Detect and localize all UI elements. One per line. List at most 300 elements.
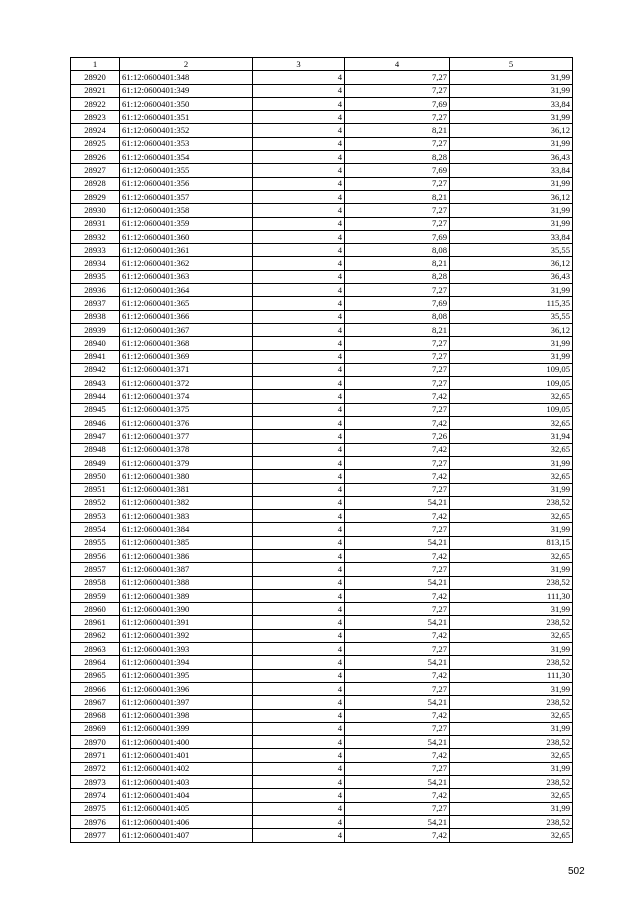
table-cell: 28923 xyxy=(71,111,120,124)
table-cell: 7,42 xyxy=(345,443,450,456)
page-number: 502 xyxy=(568,866,585,877)
table-cell: 4 xyxy=(253,762,345,775)
table-cell: 61:12:0600401:352 xyxy=(120,124,253,137)
table-row xyxy=(71,470,573,483)
table-row xyxy=(71,510,573,523)
table-cell: 238,52 xyxy=(450,815,573,828)
table-cell: 28941 xyxy=(71,350,120,363)
table-cell: 61:12:0600401:394 xyxy=(120,656,253,669)
table-cell: 61:12:0600401:401 xyxy=(120,749,253,762)
table-cell: 36,43 xyxy=(450,151,573,164)
table-cell: 7,27 xyxy=(345,802,450,815)
table-cell: 61:12:0600401:391 xyxy=(120,616,253,629)
table-cell: 4 xyxy=(253,257,345,270)
table-row xyxy=(71,137,573,150)
table-cell: 111,30 xyxy=(450,669,573,682)
table-cell: 4 xyxy=(253,124,345,137)
table-cell: 32,65 xyxy=(450,789,573,802)
table-cell: 61:12:0600401:383 xyxy=(120,510,253,523)
table-cell: 4 xyxy=(253,97,345,110)
table-cell: 61:12:0600401:396 xyxy=(120,682,253,695)
table-cell: 28965 xyxy=(71,669,120,682)
table-cell: 31,99 xyxy=(450,456,573,469)
table-cell: 28942 xyxy=(71,363,120,376)
table-cell: 28960 xyxy=(71,603,120,616)
table-cell: 33,84 xyxy=(450,230,573,243)
table-cell: 7,69 xyxy=(345,164,450,177)
table-cell: 109,05 xyxy=(450,403,573,416)
table-cell: 4 xyxy=(253,576,345,589)
table-cell: 54,21 xyxy=(345,815,450,828)
table-cell: 4 xyxy=(253,589,345,602)
table-row xyxy=(71,164,573,177)
table-cell: 28930 xyxy=(71,204,120,217)
table-cell: 54,21 xyxy=(345,696,450,709)
table-row xyxy=(71,71,573,84)
table-cell: 32,65 xyxy=(450,829,573,842)
table-cell: 7,42 xyxy=(345,709,450,722)
table-cell: 61:12:0600401:379 xyxy=(120,456,253,469)
table-cell: 36,12 xyxy=(450,190,573,203)
table-cell: 28931 xyxy=(71,217,120,230)
table-row xyxy=(71,696,573,709)
table-row xyxy=(71,403,573,416)
table-cell: 7,69 xyxy=(345,297,450,310)
table-cell: 61:12:0600401:402 xyxy=(120,762,253,775)
table-body xyxy=(71,71,573,842)
table-cell: 28929 xyxy=(71,190,120,203)
table-cell: 61:12:0600401:355 xyxy=(120,164,253,177)
table-cell: 4 xyxy=(253,337,345,350)
table-cell: 61:12:0600401:372 xyxy=(120,377,253,390)
table-cell: 8,21 xyxy=(345,323,450,336)
table-cell: 4 xyxy=(253,656,345,669)
table-cell: 28975 xyxy=(71,802,120,815)
table-cell: 61:12:0600401:357 xyxy=(120,190,253,203)
table-cell: 61:12:0600401:405 xyxy=(120,802,253,815)
table-cell: 4 xyxy=(253,244,345,257)
table-cell: 4 xyxy=(253,616,345,629)
table-row xyxy=(71,802,573,815)
table-cell: 61:12:0600401:393 xyxy=(120,643,253,656)
table-cell: 7,27 xyxy=(345,177,450,190)
table-cell: 54,21 xyxy=(345,616,450,629)
table-cell: 28969 xyxy=(71,722,120,735)
table-cell: 61:12:0600401:354 xyxy=(120,151,253,164)
table-cell: 31,99 xyxy=(450,337,573,350)
table-cell: 4 xyxy=(253,815,345,828)
table-cell: 28966 xyxy=(71,682,120,695)
table-cell: 54,21 xyxy=(345,496,450,509)
table-cell: 61:12:0600401:371 xyxy=(120,363,253,376)
table-cell: 4 xyxy=(253,563,345,576)
table-cell: 61:12:0600401:407 xyxy=(120,829,253,842)
table-cell: 4 xyxy=(253,483,345,496)
table-cell: 4 xyxy=(253,137,345,150)
table-row xyxy=(71,736,573,749)
table-cell: 28933 xyxy=(71,244,120,257)
table-cell: 4 xyxy=(253,310,345,323)
table-cell: 4 xyxy=(253,323,345,336)
table-cell: 4 xyxy=(253,377,345,390)
table-cell: 7,42 xyxy=(345,629,450,642)
table-cell: 7,42 xyxy=(345,589,450,602)
table-cell: 4 xyxy=(253,190,345,203)
table-cell: 238,52 xyxy=(450,616,573,629)
table-row xyxy=(71,97,573,110)
table-cell: 31,99 xyxy=(450,603,573,616)
table-cell: 28939 xyxy=(71,323,120,336)
table-cell: 35,55 xyxy=(450,310,573,323)
table-cell: 28954 xyxy=(71,523,120,536)
table-cell: 28944 xyxy=(71,390,120,403)
table-row xyxy=(71,337,573,350)
table-cell: 4 xyxy=(253,390,345,403)
table-cell: 4 xyxy=(253,802,345,815)
table-cell: 7,42 xyxy=(345,510,450,523)
table-cell: 109,05 xyxy=(450,377,573,390)
table-cell: 4 xyxy=(253,776,345,789)
table-cell: 4 xyxy=(253,217,345,230)
table-cell: 28938 xyxy=(71,310,120,323)
table-row xyxy=(71,244,573,257)
table-cell: 7,42 xyxy=(345,390,450,403)
table-cell: 31,99 xyxy=(450,84,573,97)
table-cell: 7,26 xyxy=(345,430,450,443)
table-cell: 4 xyxy=(253,297,345,310)
table-cell: 28971 xyxy=(71,749,120,762)
table-cell: 4 xyxy=(253,363,345,376)
table-cell: 28947 xyxy=(71,430,120,443)
table-cell: 32,65 xyxy=(450,510,573,523)
table-cell: 61:12:0600401:378 xyxy=(120,443,253,456)
table-row xyxy=(71,722,573,735)
table-cell: 7,42 xyxy=(345,829,450,842)
table-cell: 31,99 xyxy=(450,111,573,124)
table-row xyxy=(71,310,573,323)
table-cell: 31,99 xyxy=(450,217,573,230)
column-header: 3 xyxy=(253,58,345,71)
table-cell: 4 xyxy=(253,749,345,762)
table-cell: 61:12:0600401:398 xyxy=(120,709,253,722)
table-cell: 109,05 xyxy=(450,363,573,376)
table-cell: 8,21 xyxy=(345,190,450,203)
table-cell: 4 xyxy=(253,111,345,124)
table-cell: 7,27 xyxy=(345,363,450,376)
table-cell: 7,27 xyxy=(345,111,450,124)
table-row xyxy=(71,523,573,536)
table-row xyxy=(71,563,573,576)
table-cell: 61:12:0600401:366 xyxy=(120,310,253,323)
table-cell: 4 xyxy=(253,536,345,549)
table-cell: 7,27 xyxy=(345,350,450,363)
table-cell: 4 xyxy=(253,789,345,802)
table-cell: 4 xyxy=(253,496,345,509)
table-cell: 28948 xyxy=(71,443,120,456)
table-row xyxy=(71,124,573,137)
table-cell: 28959 xyxy=(71,589,120,602)
table-cell: 8,21 xyxy=(345,257,450,270)
table-row xyxy=(71,284,573,297)
table-row xyxy=(71,377,573,390)
table-cell: 61:12:0600401:390 xyxy=(120,603,253,616)
table-cell: 28962 xyxy=(71,629,120,642)
table-cell: 28950 xyxy=(71,470,120,483)
table-row xyxy=(71,776,573,789)
column-header: 4 xyxy=(345,58,450,71)
table-cell: 238,52 xyxy=(450,736,573,749)
table-cell: 28922 xyxy=(71,97,120,110)
table-cell: 28925 xyxy=(71,137,120,150)
table-cell: 4 xyxy=(253,523,345,536)
table-cell: 7,27 xyxy=(345,722,450,735)
table-row xyxy=(71,603,573,616)
table-cell: 28956 xyxy=(71,549,120,562)
table-cell: 4 xyxy=(253,417,345,430)
table-cell: 4 xyxy=(253,84,345,97)
table-cell: 4 xyxy=(253,456,345,469)
table-cell: 28972 xyxy=(71,762,120,775)
table-cell: 4 xyxy=(253,177,345,190)
table-cell: 111,30 xyxy=(450,589,573,602)
table-cell: 4 xyxy=(253,204,345,217)
table-cell: 61:12:0600401:404 xyxy=(120,789,253,802)
table-row xyxy=(71,323,573,336)
table-cell: 4 xyxy=(253,629,345,642)
table-cell: 4 xyxy=(253,151,345,164)
table-cell: 61:12:0600401:349 xyxy=(120,84,253,97)
table-cell: 32,65 xyxy=(450,470,573,483)
table-cell: 4 xyxy=(253,722,345,735)
table-row xyxy=(71,589,573,602)
table-row xyxy=(71,643,573,656)
table-cell: 28946 xyxy=(71,417,120,430)
table-cell: 28945 xyxy=(71,403,120,416)
table-cell: 61:12:0600401:406 xyxy=(120,815,253,828)
table-cell: 32,65 xyxy=(450,549,573,562)
table-cell: 61:12:0600401:360 xyxy=(120,230,253,243)
table-cell: 61:12:0600401:377 xyxy=(120,430,253,443)
data-table xyxy=(70,57,573,843)
table-cell: 4 xyxy=(253,284,345,297)
table-cell: 31,99 xyxy=(450,204,573,217)
table-row xyxy=(71,204,573,217)
table-cell: 61:12:0600401:382 xyxy=(120,496,253,509)
table-row xyxy=(71,217,573,230)
table-cell: 61:12:0600401:386 xyxy=(120,549,253,562)
table-cell: 61:12:0600401:363 xyxy=(120,270,253,283)
table-cell: 7,69 xyxy=(345,97,450,110)
table-cell: 7,27 xyxy=(345,204,450,217)
table-cell: 61:12:0600401:388 xyxy=(120,576,253,589)
table-cell: 7,27 xyxy=(345,682,450,695)
table-cell: 54,21 xyxy=(345,776,450,789)
table-cell: 28935 xyxy=(71,270,120,283)
table-row xyxy=(71,709,573,722)
table-cell: 7,27 xyxy=(345,217,450,230)
table-cell: 28926 xyxy=(71,151,120,164)
table-cell: 4 xyxy=(253,230,345,243)
table-row xyxy=(71,257,573,270)
table-row xyxy=(71,430,573,443)
table-cell: 61:12:0600401:356 xyxy=(120,177,253,190)
table-cell: 7,27 xyxy=(345,643,450,656)
table-cell: 4 xyxy=(253,443,345,456)
table-cell: 61:12:0600401:374 xyxy=(120,390,253,403)
table-cell: 4 xyxy=(253,270,345,283)
table-row xyxy=(71,190,573,203)
table-cell: 4 xyxy=(253,549,345,562)
table-cell: 238,52 xyxy=(450,776,573,789)
table-cell: 115,35 xyxy=(450,297,573,310)
table-row xyxy=(71,762,573,775)
table-cell: 7,27 xyxy=(345,377,450,390)
table-cell: 61:12:0600401:397 xyxy=(120,696,253,709)
table-cell: 61:12:0600401:353 xyxy=(120,137,253,150)
table-cell: 28937 xyxy=(71,297,120,310)
table-cell: 28968 xyxy=(71,709,120,722)
table-cell: 8,08 xyxy=(345,244,450,257)
table-row xyxy=(71,483,573,496)
table-row xyxy=(71,84,573,97)
table-cell: 28973 xyxy=(71,776,120,789)
table-cell: 238,52 xyxy=(450,696,573,709)
table-row xyxy=(71,270,573,283)
table-row xyxy=(71,230,573,243)
table-cell: 28970 xyxy=(71,736,120,749)
table-cell: 31,99 xyxy=(450,563,573,576)
table-cell: 7,42 xyxy=(345,549,450,562)
table-cell: 8,28 xyxy=(345,270,450,283)
table-cell: 61:12:0600401:399 xyxy=(120,722,253,735)
table-row xyxy=(71,616,573,629)
table-cell: 28964 xyxy=(71,656,120,669)
table-cell: 4 xyxy=(253,682,345,695)
table-row xyxy=(71,656,573,669)
table-cell: 61:12:0600401:367 xyxy=(120,323,253,336)
table-cell: 31,94 xyxy=(450,430,573,443)
table-cell: 7,42 xyxy=(345,749,450,762)
table-cell: 28961 xyxy=(71,616,120,629)
table-cell: 36,12 xyxy=(450,257,573,270)
table-cell: 61:12:0600401:365 xyxy=(120,297,253,310)
table-cell: 8,28 xyxy=(345,151,450,164)
table-cell: 28928 xyxy=(71,177,120,190)
table-cell: 32,65 xyxy=(450,629,573,642)
table-cell: 61:12:0600401:362 xyxy=(120,257,253,270)
table-cell: 4 xyxy=(253,470,345,483)
table-cell: 31,99 xyxy=(450,722,573,735)
table-cell: 36,43 xyxy=(450,270,573,283)
table-cell: 54,21 xyxy=(345,736,450,749)
table-cell: 31,99 xyxy=(450,643,573,656)
table-cell: 31,99 xyxy=(450,483,573,496)
table-row xyxy=(71,111,573,124)
table-cell: 31,99 xyxy=(450,137,573,150)
table-cell: 7,27 xyxy=(345,337,450,350)
table-cell: 28976 xyxy=(71,815,120,828)
column-header: 2 xyxy=(120,58,253,71)
table-cell: 4 xyxy=(253,736,345,749)
table-cell: 54,21 xyxy=(345,576,450,589)
table-cell: 61:12:0600401:364 xyxy=(120,284,253,297)
table-cell: 28963 xyxy=(71,643,120,656)
table-cell: 32,65 xyxy=(450,443,573,456)
table-cell: 4 xyxy=(253,71,345,84)
table-cell: 31,99 xyxy=(450,802,573,815)
table-row xyxy=(71,443,573,456)
table-cell: 4 xyxy=(253,603,345,616)
table-cell: 7,42 xyxy=(345,789,450,802)
table-cell: 7,27 xyxy=(345,523,450,536)
table-cell: 28940 xyxy=(71,337,120,350)
table-cell: 36,12 xyxy=(450,323,573,336)
table-cell: 61:12:0600401:392 xyxy=(120,629,253,642)
table-cell: 813,15 xyxy=(450,536,573,549)
table-cell: 7,27 xyxy=(345,137,450,150)
table-cell: 28943 xyxy=(71,377,120,390)
table-cell: 7,27 xyxy=(345,71,450,84)
table-cell: 54,21 xyxy=(345,656,450,669)
table-cell: 4 xyxy=(253,709,345,722)
table-cell: 31,99 xyxy=(450,177,573,190)
table-cell: 61:12:0600401:376 xyxy=(120,417,253,430)
table-cell: 33,84 xyxy=(450,164,573,177)
table-cell: 4 xyxy=(253,643,345,656)
table-cell: 61:12:0600401:351 xyxy=(120,111,253,124)
column-header: 1 xyxy=(71,58,120,71)
table-row xyxy=(71,682,573,695)
table-cell: 4 xyxy=(253,510,345,523)
table-cell: 32,65 xyxy=(450,749,573,762)
table-cell: 7,27 xyxy=(345,563,450,576)
table-cell: 61:12:0600401:375 xyxy=(120,403,253,416)
table-row xyxy=(71,749,573,762)
table-cell: 28952 xyxy=(71,496,120,509)
table-cell: 4 xyxy=(253,350,345,363)
table-cell: 61:12:0600401:389 xyxy=(120,589,253,602)
table-row xyxy=(71,456,573,469)
table-row xyxy=(71,350,573,363)
table-cell: 61:12:0600401:381 xyxy=(120,483,253,496)
table-row xyxy=(71,829,573,842)
table-cell: 7,42 xyxy=(345,470,450,483)
table-cell: 28921 xyxy=(71,84,120,97)
table-cell: 8,08 xyxy=(345,310,450,323)
table-row xyxy=(71,576,573,589)
table-row xyxy=(71,496,573,509)
table-cell: 8,21 xyxy=(345,124,450,137)
table-cell: 28920 xyxy=(71,71,120,84)
table-cell: 28955 xyxy=(71,536,120,549)
table-cell: 61:12:0600401:368 xyxy=(120,337,253,350)
table-cell: 4 xyxy=(253,669,345,682)
table-cell: 7,27 xyxy=(345,603,450,616)
table-cell: 28957 xyxy=(71,563,120,576)
table-cell: 28967 xyxy=(71,696,120,709)
table-cell: 33,84 xyxy=(450,97,573,110)
table-cell: 7,27 xyxy=(345,762,450,775)
table-row xyxy=(71,536,573,549)
table-cell: 61:12:0600401:384 xyxy=(120,523,253,536)
table-cell: 28932 xyxy=(71,230,120,243)
table-cell: 61:12:0600401:359 xyxy=(120,217,253,230)
table-cell: 61:12:0600401:387 xyxy=(120,563,253,576)
table-cell: 61:12:0600401:395 xyxy=(120,669,253,682)
table-cell: 61:12:0600401:385 xyxy=(120,536,253,549)
table-cell: 28936 xyxy=(71,284,120,297)
table-cell: 31,99 xyxy=(450,682,573,695)
